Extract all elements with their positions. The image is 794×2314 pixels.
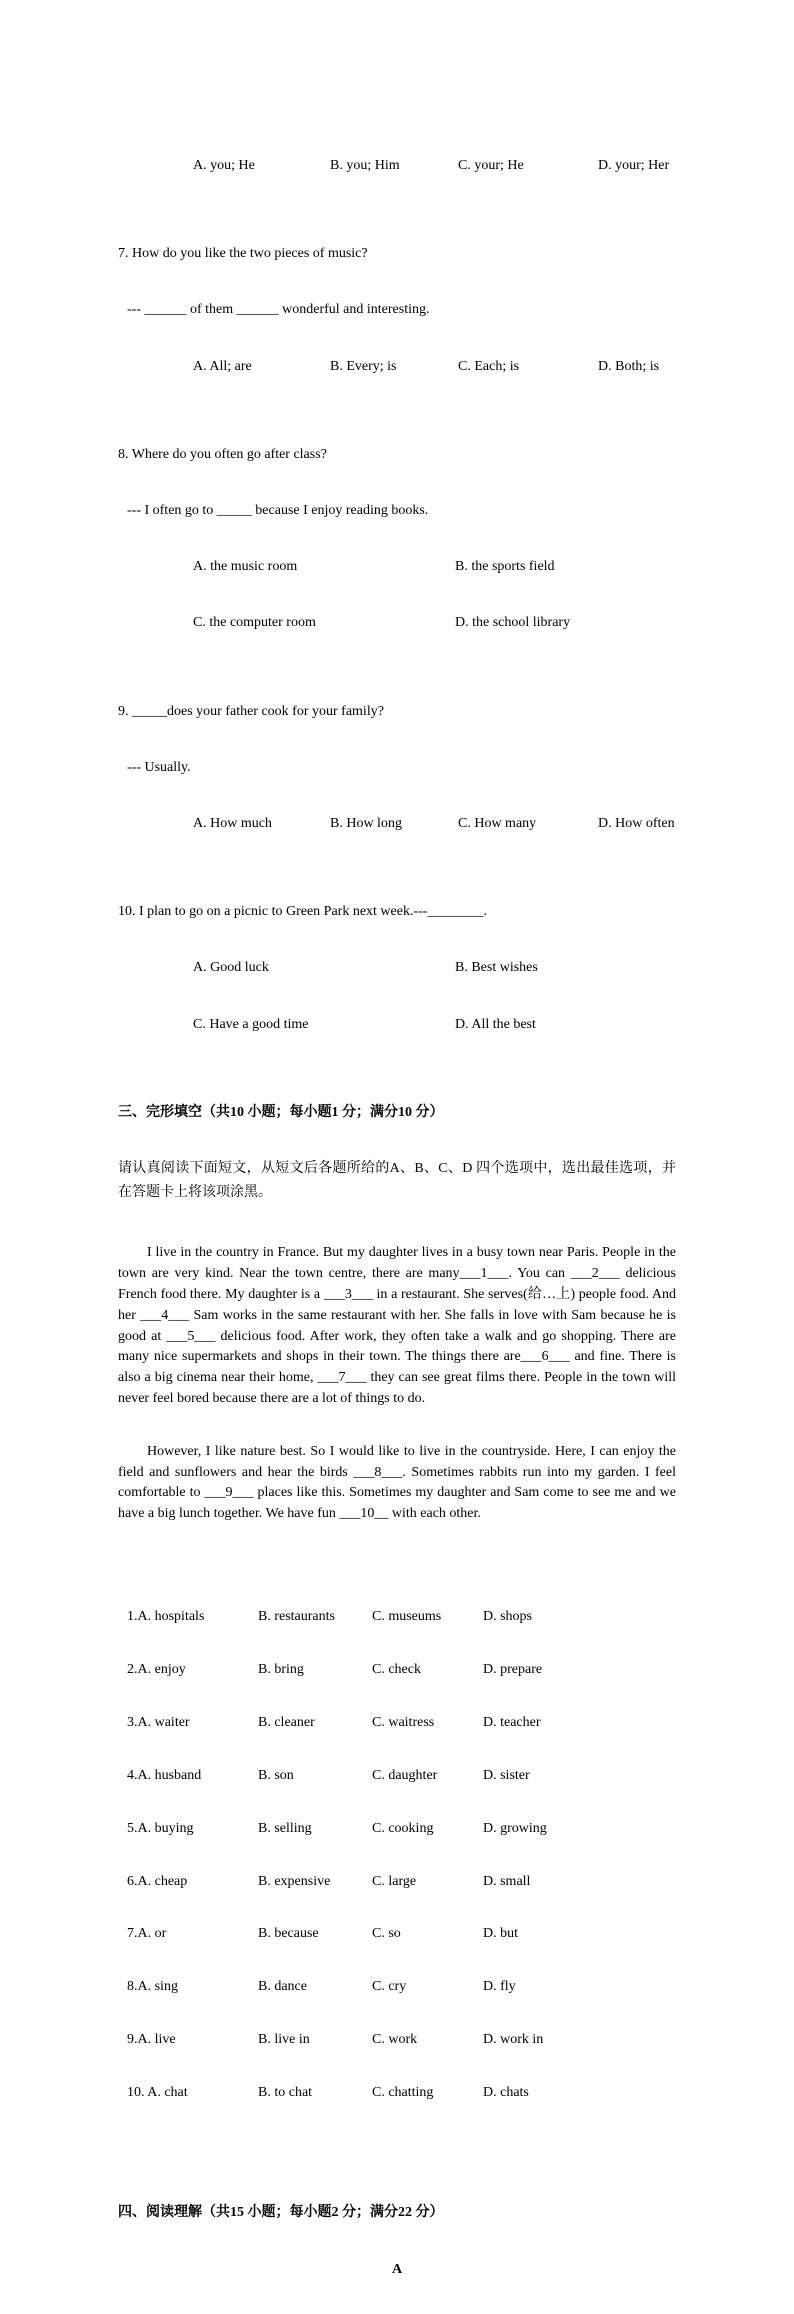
cloze-options-row [127, 1660, 676, 1681]
option-cell: C. check [372, 1661, 421, 1677]
q6-options-row [193, 154, 676, 178]
option-cell: A. you; He [193, 158, 255, 173]
section3-instructions: 请认真阅读下面短文，从短文后各题所给的A、B、C、D 四个选项中，选出最佳选项，并在答题卡上将该项涂黑。 [118, 1161, 676, 1201]
cloze-options-row [127, 1713, 676, 1734]
q9-options-row [193, 812, 676, 836]
option-cell: D. sister [483, 1767, 530, 1783]
option-cell: 9.A. live [127, 2032, 176, 2048]
q7-stem: 7. How do you like the two pieces of music? [118, 246, 368, 262]
option-cell: 2.A. enjoy [127, 1661, 186, 1677]
cloze-options-row [127, 1924, 676, 1945]
option-cell: D. chats [483, 2085, 529, 2101]
q7-options-row [193, 355, 676, 379]
reading-part-label: A [391, 2262, 403, 2278]
option-cell: 3.A. waiter [127, 1714, 190, 1730]
option-cell: D. fly [483, 1979, 516, 1995]
option-cell: B. How long [330, 816, 402, 832]
option-cell: B. because [258, 1926, 319, 1942]
option-cell: B. expensive [258, 1873, 331, 1889]
cloze-options-table [118, 1575, 676, 2136]
q8-answer-line: --- I often go to _____ because I enjoy reading books. [127, 503, 429, 519]
option-cell: C. Each; is [458, 358, 520, 374]
option-cell: D. All the best [455, 1016, 536, 1032]
option-cell: B. the sports field [455, 559, 555, 575]
option-cell: B. to chat [258, 2085, 313, 2101]
option-cell: 6.A. cheap [127, 1873, 188, 1889]
option-cell: C. the computer room [193, 615, 316, 631]
option-cell: D. shops [483, 1609, 533, 1625]
cloze-options-row [127, 1977, 676, 1998]
option-cell: A. the music room [193, 559, 298, 575]
option-cell: B. bring [258, 1661, 304, 1677]
q7-answer-line: --- ______ of them ______ wonderful and interesting. [127, 302, 430, 318]
option-cell: D. small [483, 1873, 531, 1889]
option-cell: C. work [372, 2032, 418, 2048]
option-cell: D. but [483, 1926, 518, 1942]
option-cell: C. your; He [458, 158, 524, 173]
option-cell: C. cooking [372, 1820, 434, 1836]
option-cell: D. How often [598, 816, 675, 832]
option-cell: B. you; Him [330, 158, 400, 173]
option-cell: D. work in [483, 2032, 544, 2048]
cloze-options-row [127, 1872, 676, 1893]
option-cell: B. cleaner [258, 1714, 315, 1730]
cloze-options-row [127, 2030, 676, 2051]
option-cell: 5.A. buying [127, 1820, 194, 1836]
option-cell: C. so [372, 1926, 401, 1942]
option-cell: C. waitress [372, 1714, 435, 1730]
q8-options-row-1 [193, 555, 676, 579]
option-cell: A. All; are [193, 358, 252, 374]
q9-answer-line: --- Usually. [127, 759, 191, 775]
q10-options-row-1 [193, 956, 676, 980]
option-cell: A. Good luck [193, 960, 269, 976]
option-cell: D. your; Her [598, 158, 670, 173]
section3-heading: 三、完形填空（共10 小题；每小题1 分；满分10 分） [118, 1104, 444, 1120]
q9-stem: 9. _____does your father cook for your family? [118, 703, 384, 719]
cloze-options-row [127, 2083, 676, 2104]
option-cell: D. growing [483, 1820, 547, 1836]
option-cell: C. chatting [372, 2085, 434, 2101]
q10-stem: 10. I plan to go on a picnic to Green Park next week.---________. [118, 904, 487, 920]
option-cell: C. Have a good time [193, 1016, 309, 1032]
cloze-options-row [127, 1766, 676, 1787]
cloze-options-row [127, 1819, 676, 1840]
option-cell: D. prepare [483, 1661, 543, 1677]
option-cell: 8.A. sing [127, 1979, 178, 1995]
option-cell: B. restaurants [258, 1609, 335, 1625]
q8-stem: 8. Where do you often go after class? [118, 446, 327, 462]
option-cell: C. large [372, 1873, 417, 1889]
option-cell: C. museums [372, 1609, 442, 1625]
option-cell: B. Best wishes [455, 960, 538, 976]
option-cell: 4.A. husband [127, 1767, 202, 1783]
option-cell: B. dance [258, 1979, 307, 1995]
option-cell: B. Every; is [330, 358, 397, 374]
cloze-options-row [127, 1607, 676, 1628]
q10-options-row-2 [193, 1013, 676, 1037]
section4-heading: 四、阅读理解（共15 小题；每小题2 分；满分22 分） [118, 2205, 444, 2221]
option-cell: C. How many [458, 816, 537, 832]
option-cell: D. teacher [483, 1714, 541, 1730]
q8-options-row-2 [193, 611, 676, 635]
option-cell: 10. A. chat [127, 2085, 188, 2101]
option-cell: B. son [258, 1767, 294, 1783]
option-cell: B. live in [258, 2032, 310, 2048]
option-cell: D. Both; is [598, 358, 660, 374]
option-cell: A. How much [193, 816, 272, 832]
option-cell: 7.A. or [127, 1926, 167, 1942]
cloze-paragraph-1: I live in the country in France. But my daughter lives in a busy town near Paris. People in the town are very kind. Near the town centre, there are many___1___. You can ___2___ delicious French food there. My daughter is a ___3___ in a restaurant. She serves(给…上) people food. And her ___4___ Sam works in the same restaurant with her. She falls in love with Sam because he is good at ___5___ delicious food. After work, they often take a walk and go shopping. There are many nice supermarkets and shops in their town. The things there are___6___ and fine. There is also a big cinema near their home, ___7___ they can see great films there. People in the town will never feel bored because there are a lot of things to do. [118, 1245, 680, 1407]
option-cell: 1.A. hospitals [127, 1609, 205, 1625]
option-cell: C. cry [372, 1979, 407, 1995]
cloze-paragraph-2: However, I like nature best. So I would like to live in the countryside. Here, I can enjoy the field and sunflowers and hear the birds ___8___. Sometimes rabbits run into my garden. I feel comfortable to ___9___ places like this. Sometimes my daughter and Sam come to see me and we have a big lunch together. We have fun ___10__ with each other. [118, 1443, 680, 1522]
option-cell: B. selling [258, 1820, 312, 1836]
option-cell: C. daughter [372, 1767, 438, 1783]
option-cell: D. the school library [455, 615, 571, 631]
